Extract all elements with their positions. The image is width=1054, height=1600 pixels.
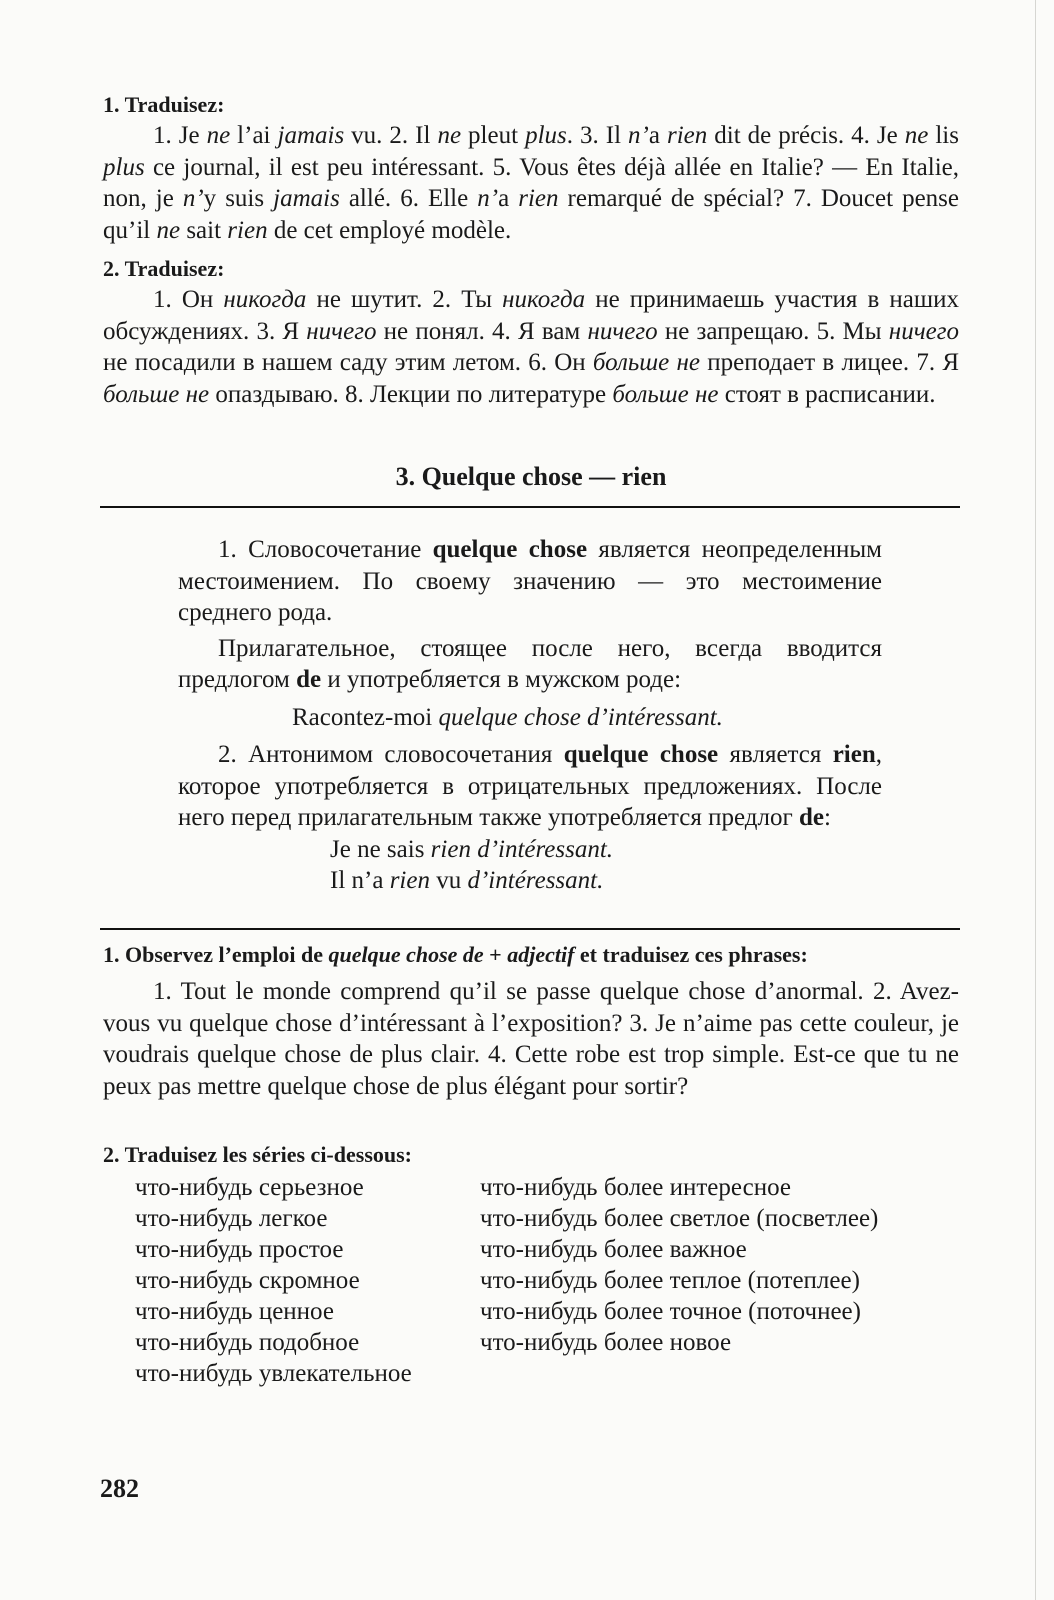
series-left-column: [135, 1172, 412, 1389]
list-item: что-нибудь скромное: [135, 1267, 360, 1294]
rule-example-2: Je ne sais rien d’intéressant.: [330, 835, 614, 863]
list-item: что-нибудь более интересное: [480, 1174, 791, 1201]
grammar-rule-box: [178, 534, 882, 897]
list-item: что-нибудь легкое: [135, 1205, 328, 1232]
rule-paragraph-1: 1. Словосочетание quelque chose является неопределенным местоимением. По своему значению — это местоимение среднего рода.: [178, 536, 882, 626]
series-right-column: [480, 1172, 878, 1358]
page-number: 282: [100, 1474, 139, 1503]
exercise-series-heading: 2. Traduisez les séries ci-dessous:: [103, 1142, 412, 1167]
list-item: что-нибудь подобное: [135, 1329, 360, 1356]
list-item: что-нибудь более новое: [480, 1329, 732, 1356]
exercise-series: [103, 1142, 959, 1168]
exercise-1-text: 1. Je ne l’ai jamais vu. 2. Il ne pleut plus. 3. Il n’a rien dit de précis. 4. Je ne lis plus ce journal, il est peu intéressant. 5. Vous êtes déjà allée en Italie? — En Italie, non, je n’y suis jamais allé. 6. Elle n’a rien remarqué de spécial? 7. Doucet pense qu’il ne sait rien de cet employé modèle.: [103, 122, 959, 244]
rule-paragraph-3: 2. Антонимом словосочетания quelque chose является rien, которое употребляется в отрицательных предложениях. После него перед прилагательным также употребляется предлог de:: [178, 741, 882, 831]
exercise-2: [103, 256, 959, 410]
rule-bottom: [100, 928, 960, 930]
list-item: что-нибудь увлекательное: [135, 1360, 412, 1387]
rule-top: [100, 506, 960, 508]
list-item: что-нибудь более точное (поточнее): [480, 1298, 861, 1325]
list-item: что-нибудь более теплое (потеплее): [480, 1267, 860, 1294]
exercise-1: [103, 92, 959, 246]
exercise-2-text: 1. Он никогда не шутит. 2. Ты никогда не принимаешь участия в наших обсуждениях. 3. Я ничего не понял. 4. Я вам ничего не запрещаю. 5. Мы ничего не посадили в нашем саду этим летом. 6. Он больше не преподает в лицее. 7. Я больше не опаздываю. 8. Лекции по литературе больше не стоят в расписании.: [103, 286, 959, 408]
list-item: что-нибудь более важное: [480, 1236, 747, 1263]
exercise-1-heading: 1. Traduisez:: [103, 92, 225, 117]
exercise-observe: [103, 942, 959, 1102]
list-item: что-нибудь серьезное: [135, 1174, 364, 1201]
rule-example-3: Il n’a rien vu d’intéressant.: [330, 867, 604, 894]
exercise-observe-heading: 1. Observez l’emploi de quelque chose de + adjectif et traduisez ces phrases:: [103, 942, 808, 967]
exercise-observe-text: 1. Tout le monde comprend qu’il se passe quelque chose d’anormal. 2. Avez-vous vu quelque chose d’intéressant à l’exposition? 3. Je n’aime pas cette couleur, je voudrais quelque chose de plus clair. 4. Cette robe est trop simple. Est-ce que tu ne peux pas mettre quelque chose de plus élégant pour sortir?: [103, 978, 959, 1100]
exercise-2-heading: 2. Traduisez:: [103, 256, 225, 281]
rule-example-1: Racontez-moi quelque chose d’intéressant.: [292, 703, 723, 731]
page-edge: [1035, 0, 1036, 1600]
list-item: что-нибудь простое: [135, 1236, 344, 1263]
list-item: что-нибудь ценное: [135, 1298, 334, 1325]
list-item: что-нибудь более светлое (посветлее): [480, 1205, 879, 1232]
section-title: 3. Quelque chose — rien: [395, 462, 667, 491]
rule-paragraph-2: Прилагательное, стоящее после него, всегда вводится предлогом de и употребляется в мужском роде:: [178, 634, 882, 693]
